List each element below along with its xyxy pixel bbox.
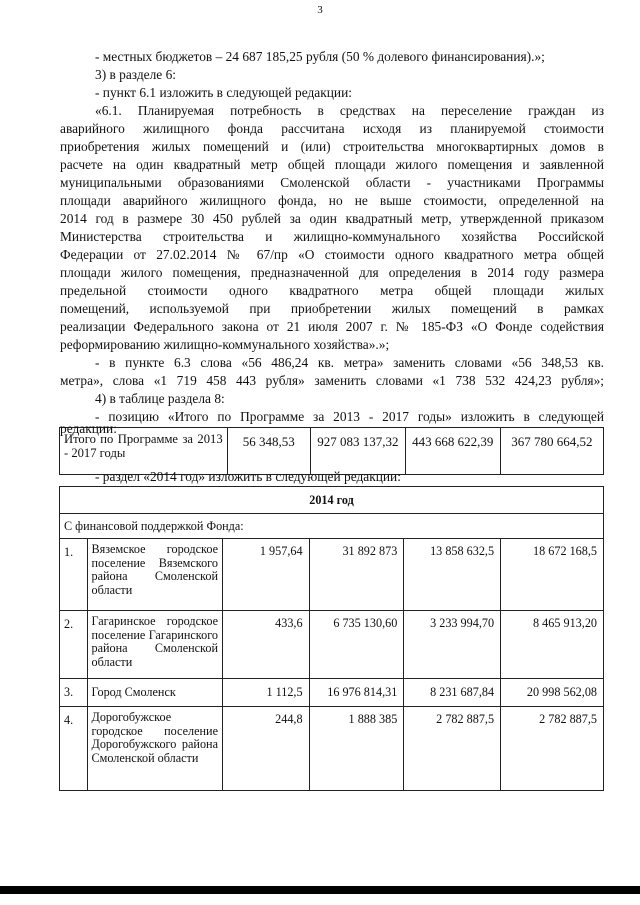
row-name: Город Смоленск xyxy=(87,679,222,707)
row-number: 2. xyxy=(60,611,88,679)
row-budget: 20 998 562,08 xyxy=(501,679,604,707)
row-area: 1 957,64 xyxy=(222,539,309,611)
text-line: метра», слова «1 719 458 443 рубля» заменить словами «1 738 532 424,23 рубля»; xyxy=(60,373,604,388)
row-fund: 8 231 687,84 xyxy=(404,679,501,707)
table-header-row xyxy=(60,487,604,514)
row-total: 1 888 385 xyxy=(309,707,404,791)
page-number: 3 xyxy=(317,4,323,16)
itogo-value: 367 780 664,52 xyxy=(500,428,603,475)
text-line: помещений, используемой при приобретении жилых помещений в рамках xyxy=(60,301,604,316)
text-line: предельной стоимости одного квадратного метра общей площади жилых xyxy=(60,283,604,298)
text-line: площади жилого помещения, предназначенной для определения в 2014 году размера xyxy=(60,265,604,280)
row-total: 31 892 873 xyxy=(309,539,404,611)
text-line: Министерства строительства и жилищно-коммунального хозяйства Российской xyxy=(60,229,604,244)
text-line: - в пункте 6.3 слова «56 486,24 кв. метра» заменить словами «56 348,53 кв. xyxy=(95,355,604,370)
table-row xyxy=(60,539,604,611)
text-line: 2014 год в размере 30 450 рублей за один квадратный метр, утвержденной приказом xyxy=(60,211,604,226)
row-total: 6 735 130,60 xyxy=(309,611,404,679)
text-line: реализации Федерального закона от 21 июля 2007 г. № 185-ФЗ «О Фонде содействия xyxy=(60,319,604,334)
text-line: - позицию «Итого по Программе за 2013 - 2017 годы» изложить в следующей xyxy=(95,409,604,424)
text-line: - местных бюджетов – 24 687 185,25 рубля (50 % долевого финансирования).»; xyxy=(95,49,545,64)
text-line: площади аварийного жилищного фонда, но не выше стоимости, определенной на xyxy=(60,193,604,208)
text-line: - пункт 6.1 изложить в следующей редакции: xyxy=(95,85,352,100)
scan-edge-bar xyxy=(0,886,640,894)
row-total: 16 976 814,31 xyxy=(309,679,404,707)
row-name: Дорогобужское городское поселение Дорогобужского района Смоленской области xyxy=(87,707,222,791)
table-row xyxy=(60,428,604,475)
text-line: 4) в таблице раздела 8: xyxy=(95,391,225,406)
itogo-value: 927 083 137,32 xyxy=(310,428,405,475)
text-line: Федерации от 27.02.2014 № 67/пр «О стоимости одного квадратного метра общей xyxy=(60,247,604,262)
row-number: 1. xyxy=(60,539,88,611)
row-name: Гагаринское городское поселение Гагаринского района Смоленской области xyxy=(87,611,222,679)
row-area: 433,6 xyxy=(222,611,309,679)
text-line: 3) в разделе 6: xyxy=(95,67,177,82)
text-line: муниципальными образованиями Смоленской области - участниками Программы xyxy=(60,175,604,190)
text-line: редакции: xyxy=(60,421,117,436)
text-line: реформированию жилищно-коммунального хозяйства».»; xyxy=(60,337,390,352)
text-line: приобретения жилых помещений и (или) строительства многоквартирных домов в xyxy=(60,139,604,154)
row-name: Вяземское городское поселение Вяземского района Смоленской области xyxy=(87,539,222,611)
table-subheader-row xyxy=(60,514,604,539)
row-budget: 18 672 168,5 xyxy=(501,539,604,611)
year-2014-table xyxy=(59,486,604,791)
itogo-label: Итого по Программе за 2013 - 2017 годы xyxy=(60,428,228,475)
itogo-table xyxy=(59,427,604,475)
text-line: аварийного жилищного фонда рассчитана исходя из планируемой стоимости xyxy=(60,121,604,136)
table-row xyxy=(60,707,604,791)
text-line: расчете на один квадратный метр общей площади жилого помещения и заявленной xyxy=(60,157,604,172)
row-area: 1 112,5 xyxy=(222,679,309,707)
table-subheader: С финансовой поддержкой Фонда: xyxy=(60,514,604,539)
row-number: 3. xyxy=(60,679,88,707)
row-fund: 13 858 632,5 xyxy=(404,539,501,611)
row-number: 4. xyxy=(60,707,88,791)
table-row xyxy=(60,611,604,679)
table-row xyxy=(60,679,604,707)
row-budget: 2 782 887,5 xyxy=(501,707,604,791)
row-budget: 8 465 913,20 xyxy=(501,611,604,679)
text-line: - раздел «2014 год» изложить в следующей редакции: xyxy=(95,469,401,484)
itogo-value: 443 668 622,39 xyxy=(405,428,500,475)
row-fund: 2 782 887,5 xyxy=(404,707,501,791)
row-fund: 3 233 994,70 xyxy=(404,611,501,679)
text-line: «6.1. Планируемая потребность в средствах на переселение граждан из xyxy=(95,103,604,118)
itogo-value: 56 348,53 xyxy=(227,428,310,475)
table-header: 2014 год xyxy=(60,487,604,514)
row-area: 244,8 xyxy=(222,707,309,791)
